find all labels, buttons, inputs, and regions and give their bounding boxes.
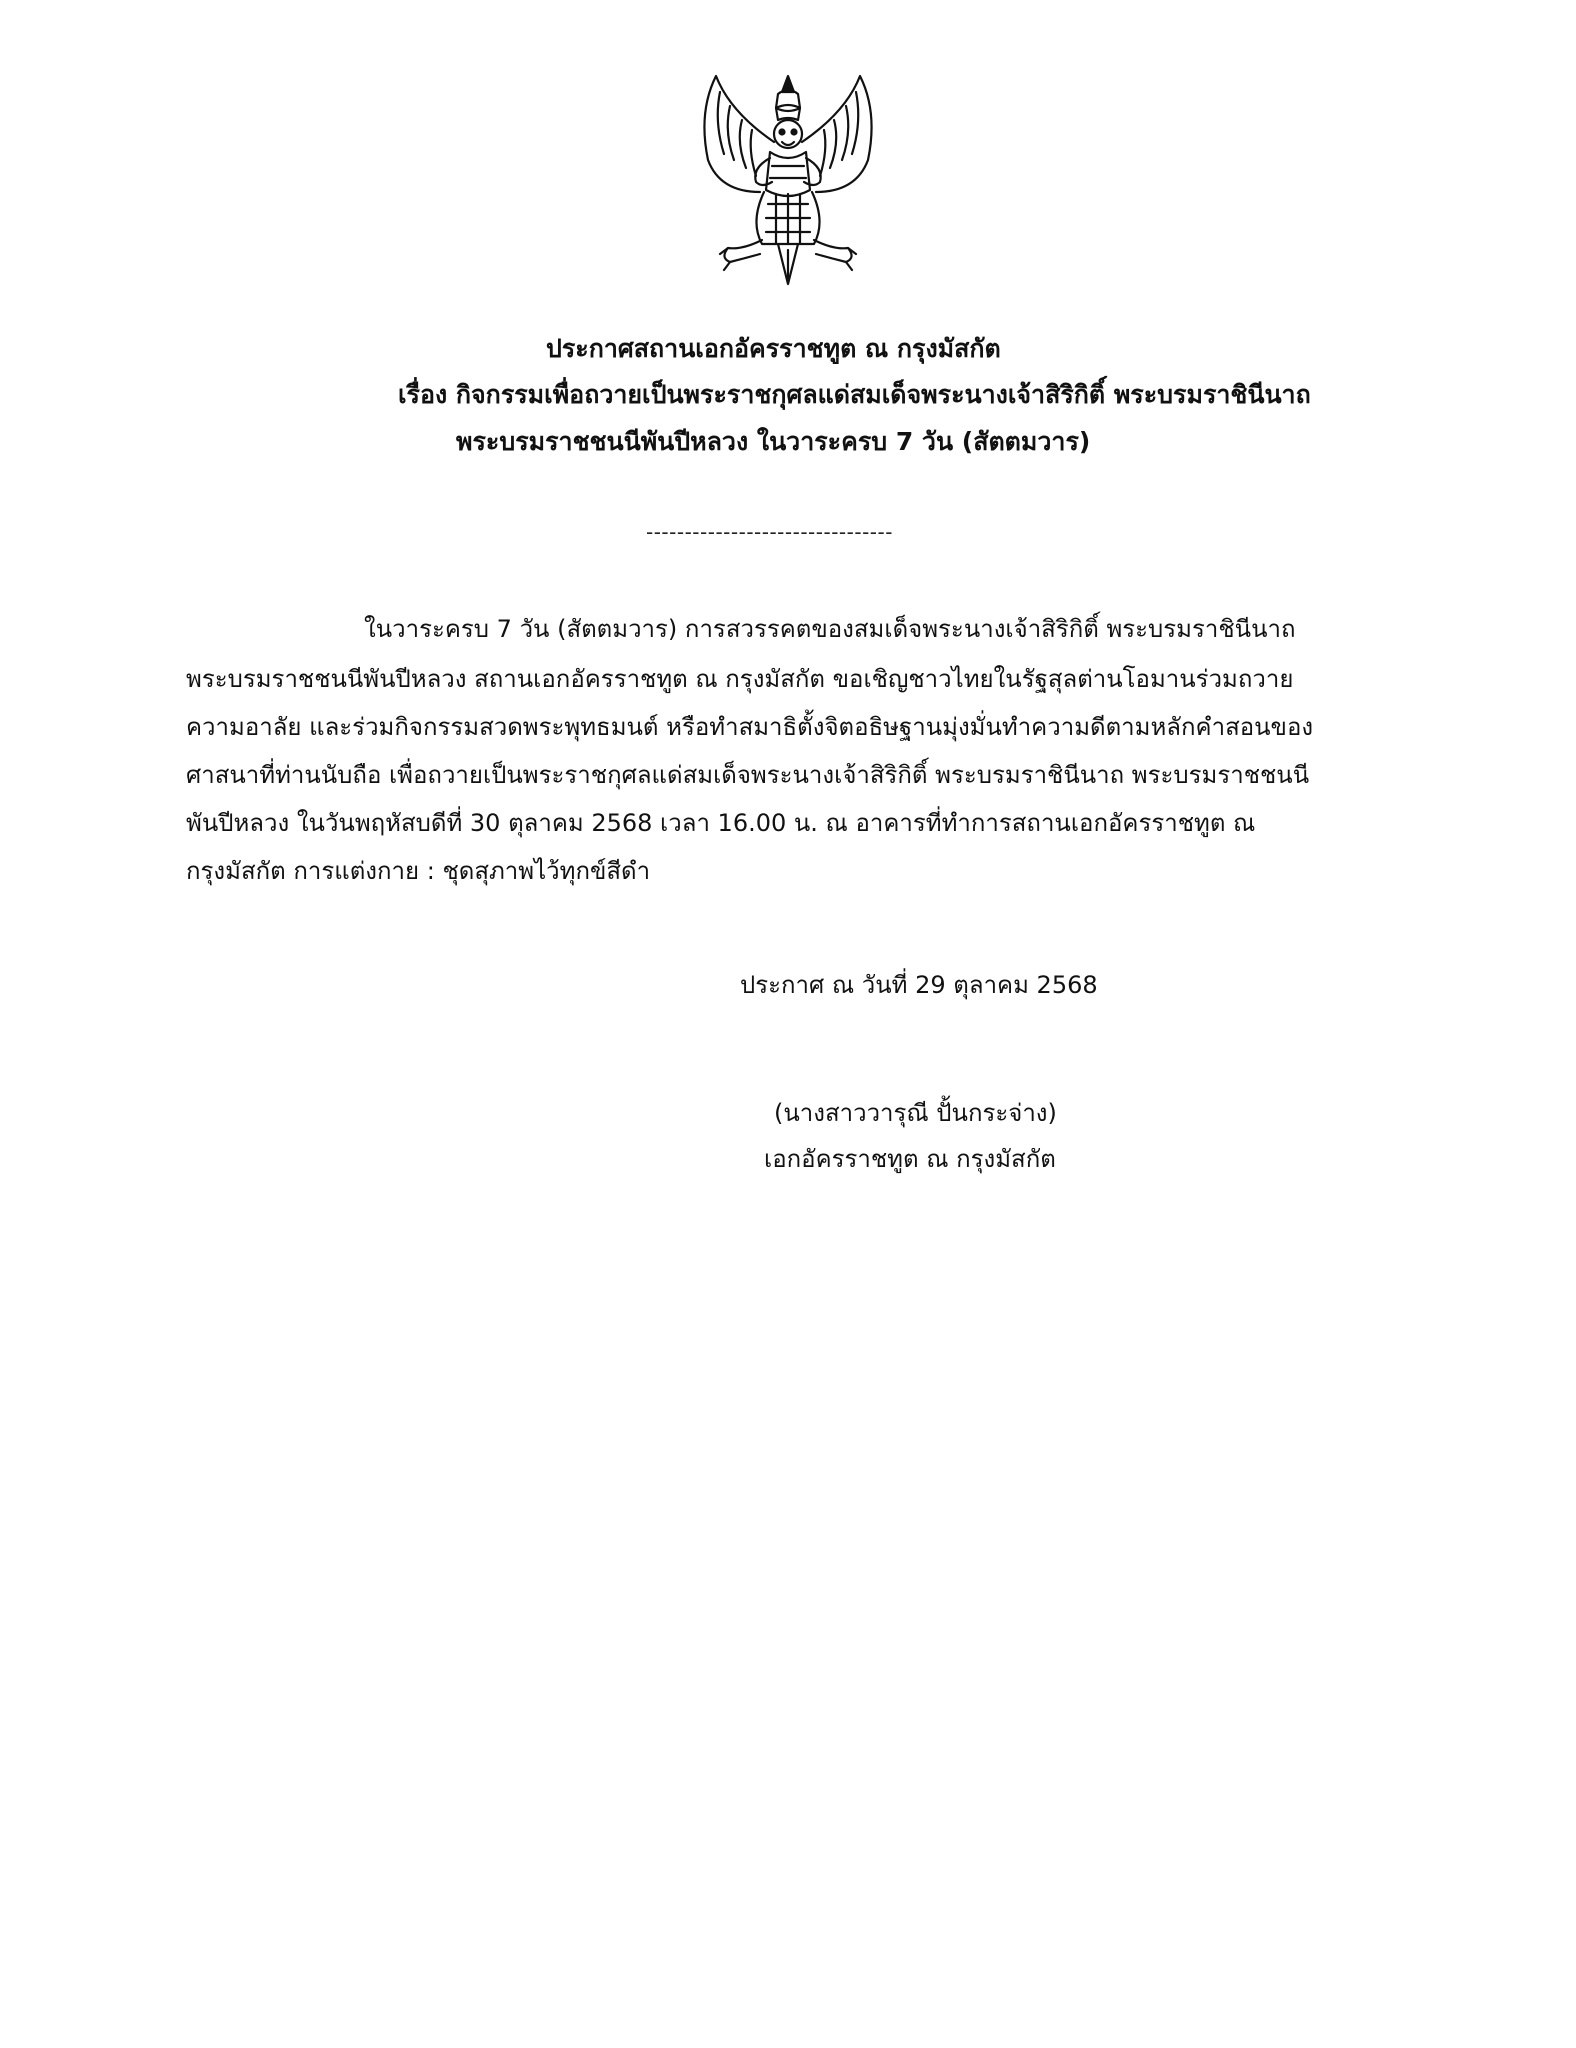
body-text-line: พระบรมราชชนนีพันปีหลวง สถานเอกอัครราชทูต ณ กรุงมัสกัต ขอเชิญชาวไทยในรัฐสุลต่านโอมานร่วมถวาย — [186, 665, 1294, 693]
divider: -------------------------------- — [646, 520, 893, 544]
announcement-subject-continued: พระบรมราชชนนีพันปีหลวง ในวาระครบ 7 วัน (สัตตมวาร) — [456, 427, 1091, 456]
signatory-position: เอกอัครราชทูต ณ กรุงมัสกัต — [764, 1145, 1056, 1173]
signatory-name: (นางสาววารุณี ปั้นกระจ่าง) — [774, 1099, 1057, 1127]
announcement-date: ประกาศ ณ วันที่ 29 ตุลาคม 2568 — [740, 971, 1098, 999]
body-text-line: พันปีหลวง ในวันพฤหัสบดีที่ 30 ตุลาคม 2568 เวลา 16.00 น. ณ อาคารที่ทำการสถานเอกอัครราชทูต ณ — [186, 809, 1256, 837]
announcement-title: ประกาศสถานเอกอัครราชทูต ณ กรุงมัสกัต — [546, 334, 1001, 363]
announcement-subject: เรื่อง กิจกรรมเพื่อถวายเป็นพระราชกุศลแด่สมเด็จพระนางเจ้าสิริกิติ์ พระบรมราชินีนาถ — [398, 380, 1311, 409]
body-text-line: ในวาระครบ 7 วัน (สัตตมวาร) การสวรรคตของสมเด็จพระนางเจ้าสิริกิติ์ พระบรมราชินีนาถ — [364, 615, 1296, 643]
garuda-emblem-icon — [690, 72, 886, 292]
body-text-line: กรุงมัสกัต การแต่งกาย : ชุดสุภาพไว้ทุกข์สีดำ — [186, 857, 651, 885]
body-text-line: ศาสนาที่ท่านนับถือ เพื่อถวายเป็นพระราชกุศลแด่สมเด็จพระนางเจ้าสิริกิติ์ พระบรมราชินีนาถ พระบรมราชชนนี — [186, 761, 1310, 789]
body-text-line: ความอาลัย และร่วมกิจกรรมสวดพระพุทธมนต์ หรือทำสมาธิตั้งจิตอธิษฐานมุ่งมั่นทำความดีตามหลักคำสอนของ — [186, 713, 1314, 741]
